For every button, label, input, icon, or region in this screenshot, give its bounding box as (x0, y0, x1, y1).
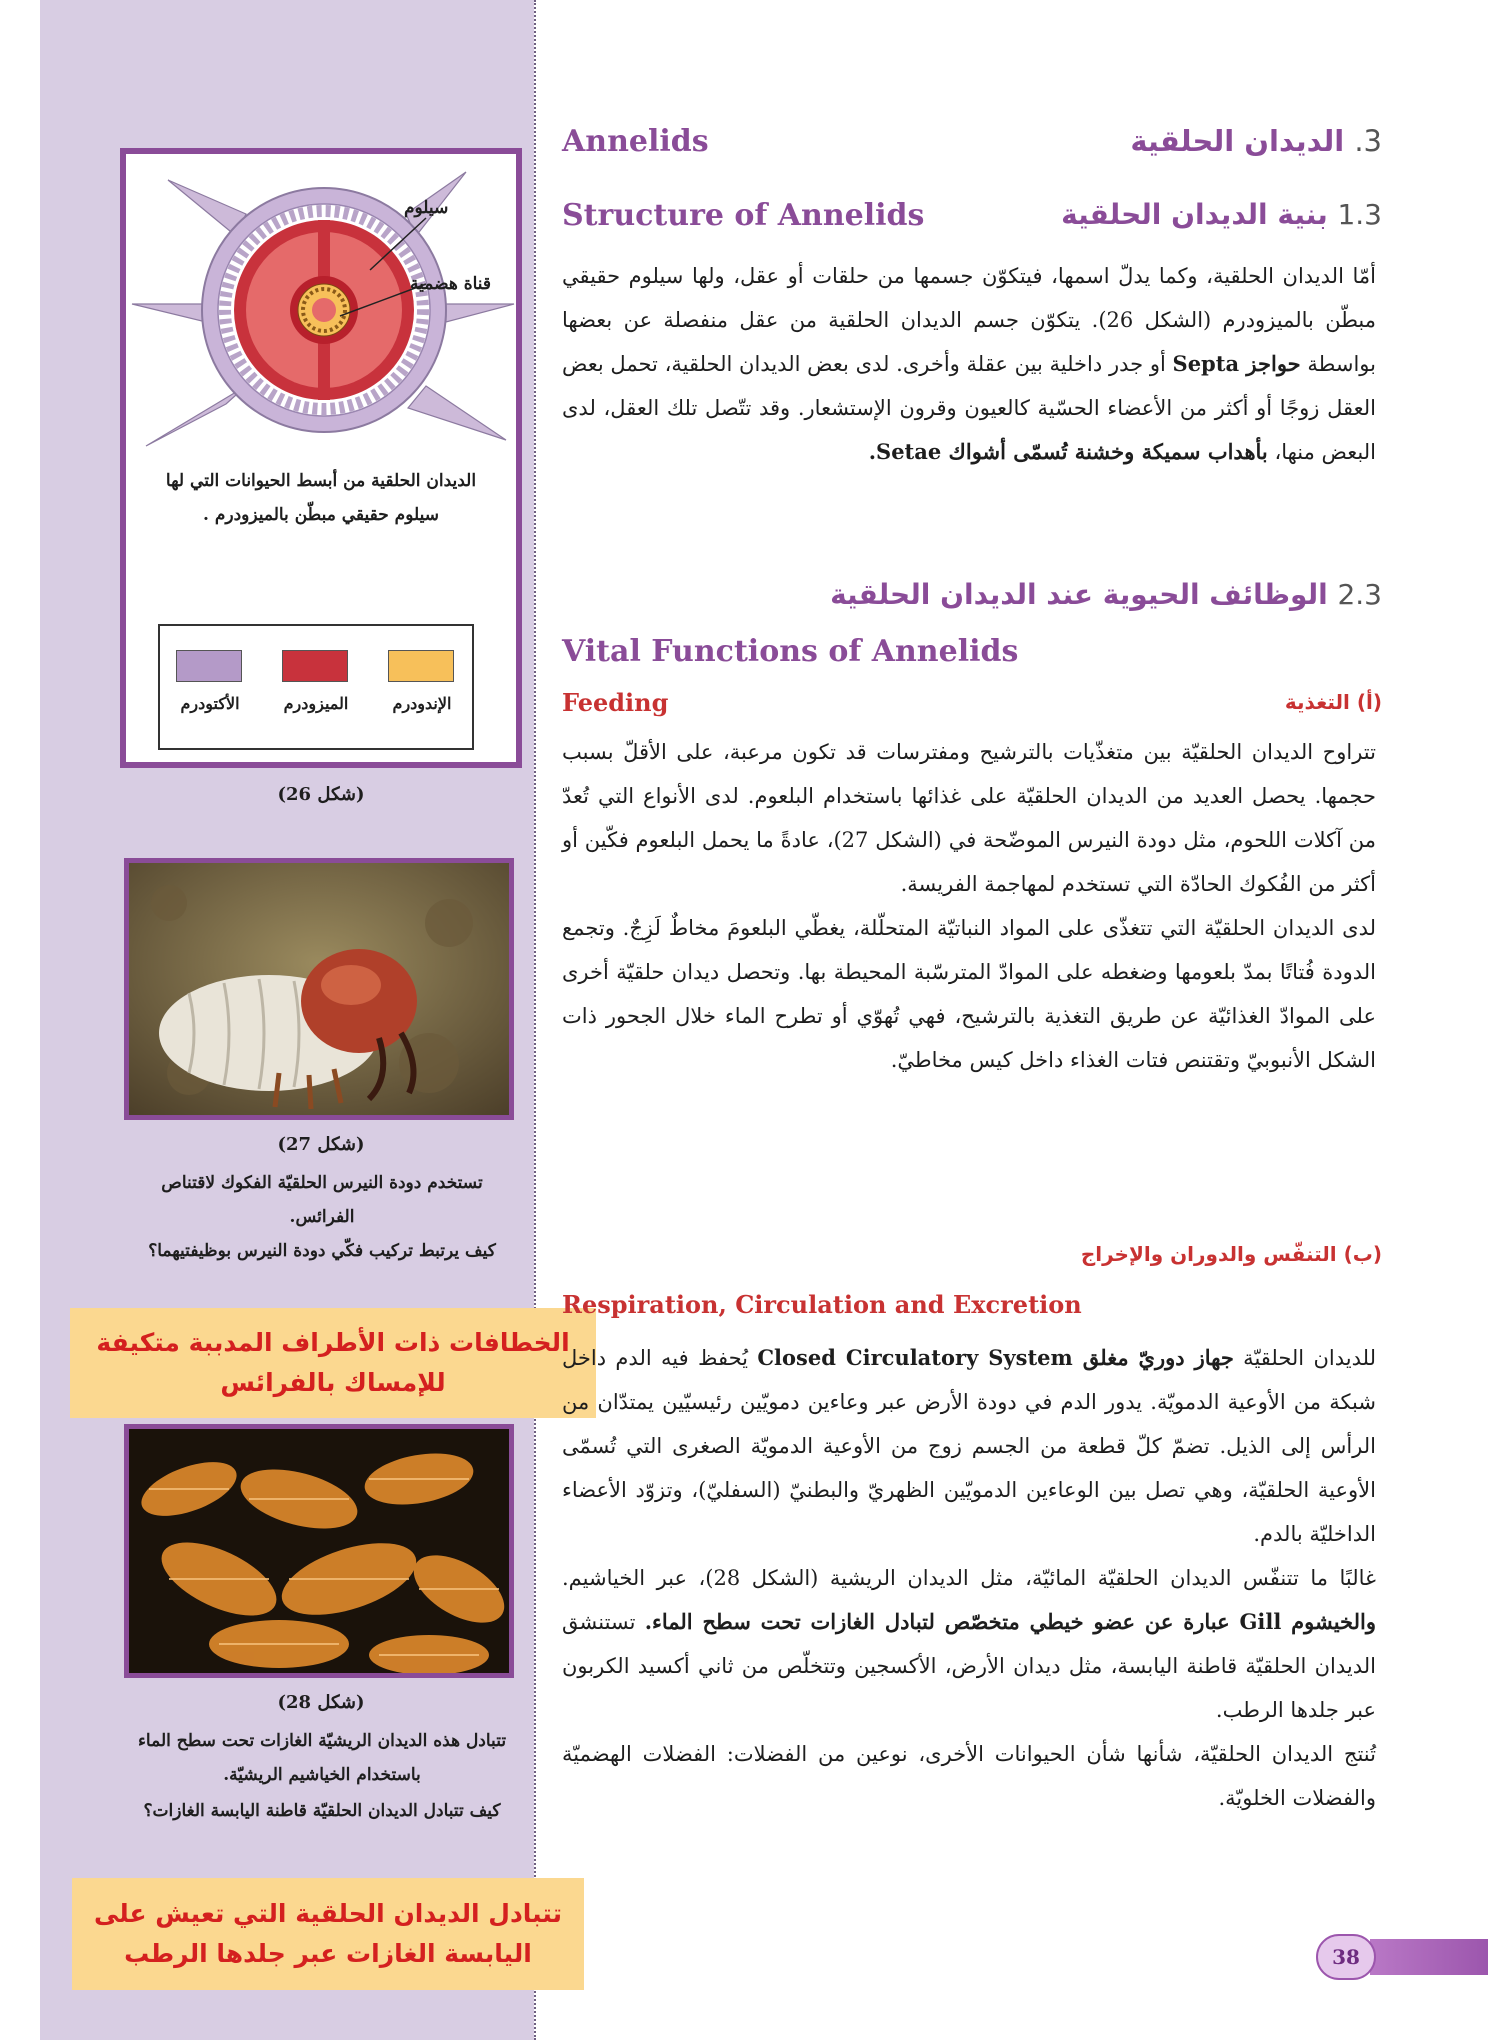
feeding-title-ar: (أ) التغذية (1284, 690, 1382, 714)
figure-28-photo (124, 1424, 514, 1678)
respiration-paragraph-3: تُنتج الديدان الحلقيّة، شأنها شأن الحيوانات الأخرى، نوعين من الفضلات: الفضلات الهضميّة والفضلات الخلويّة. (562, 1742, 1376, 1810)
respiration-text-3: غالبًا ما تتنفّس الديدان الحلقيّة المائيّة، مثل الديدان الريشية (الشكل 28)، عبر الخياشيم. (562, 1566, 1376, 1590)
section-3-1-title-ar (1061, 198, 1382, 231)
term-setae: بأهداب سميكة وخشنة تُسمّى أشواك Setae. (868, 439, 1268, 464)
paragraph-feeding (562, 730, 1376, 1082)
legend-box (158, 624, 474, 750)
section-3-number: 3. (1354, 124, 1382, 158)
feeding-paragraph-2: لدى الديدان الحلقيّة التي تتغذّى على المواد النباتيّة المتحلّلة، يغطّي البلعومَ مخاطٌ لَزِجٌ. وتجمع الدودة فُتاتًا بمدّ بلعومها وضغطه على الموادّ المترسّبة المحيطة بها. وتحصل ديدان حلقيّة أخرى على الموادّ الغذائيّة عن طريق التغذية بالترشيح، فهي تُهوّي أو تطرح الماء خلال الجحور ذات الشكل الأنبوبيّ وتقتنص فتات الغذاء داخل كيس مخاطيّ. (562, 916, 1376, 1072)
feeding-paragraph-1: تتراوح الديدان الحلقيّة بين متغذّيات بالترشيح ومفترسات قد تكون مرعبة، على الأقلّ بسبب حجمها. يحصل العديد من الديدان الحلقيّة على غذائها باستخدام البلعوم. لدى الأنواع التي تُعدّ من آكلات اللحوم، مثل دودة النيرس الموضّحة في (الشكل 27)، عادةً ما يحمل البلعوم فكّين أو أكثر من الفُكوك الحادّة التي تستخدم لمهاجمة الفريسة. (562, 740, 1376, 896)
figure-28-question: كيف تتبادل الديدان الحلقيّة قاطنة اليابسة الغازات؟ (143, 1801, 501, 1821)
annotation-note-hooks: الخطافات ذات الأطراف المدببة متكيفة للإمساك بالفرائس (70, 1308, 596, 1418)
section-3-1-number: 1.3 (1337, 198, 1382, 231)
figure-28-number: (شكل 28) (277, 1692, 365, 1713)
term-septa: حواجز Septa (1172, 351, 1301, 376)
respiration-text-1: للديدان الحلقيّة (1233, 1346, 1376, 1370)
term-closed-circulatory-system: جهاز دوريّ مغلق Closed Circulatory System (757, 1345, 1234, 1370)
annotation-note-gas-exchange: تتبادل الديدان الحلقية التي تعيش على اليابسة الغازات عبر جلدها الرطب (72, 1878, 584, 1990)
figure-26-number: (شكل 26) (277, 784, 365, 805)
section-3-title-ar-text: الديدان الحلقية (1130, 124, 1345, 158)
figure-26-caption: الديدان الحلقية من أبسط الحيوانات التي لها سيلوم حقيقي مبطّن بالميزودرم . (165, 471, 477, 525)
structure-text-1: أمّا الديدان الحلقية، وكما يدلّ اسمها، فيتكوّن جسمها من حلقات أو عقل، ولها سيلوم حقيقي مبطّن بالميزودرم (الشكل 26). يتكوّن جسم الديدان الحلقية من عقل منفصلة عن بعضها بواسطة (562, 264, 1377, 376)
figure-27-caption: تستخدم دودة النيرس الحلقيّة الفكوك لاقتناص الفرائس. (161, 1173, 483, 1227)
figure-28-caption: تتبادل هذه الديدان الريشيّة الغازات تحت سطح الماء باستخدام الخياشيم الريشيّة. (137, 1731, 507, 1785)
annelid-cross-section-diagram (126, 154, 516, 454)
gut-lumen (312, 298, 336, 322)
legend-label-mesoderm: الميزودرم (283, 694, 349, 713)
label-coelom: سيلوم (404, 198, 449, 218)
respiration-text-4: تستنشق الديدان الحلقيّة قاطنة اليابسة، مثل ديدان الأرض، الأكسجين وتتخلّص من ثاني أكسيد الكربون عبر جلدها الرطب. (562, 1610, 1376, 1722)
section-3-title-en: Annelids (562, 124, 709, 159)
label-digestive-tract: قناة هضمية (410, 274, 492, 294)
section-3-2-title-ar (830, 578, 1382, 611)
legend-swatch-ectoderm (176, 650, 242, 682)
page-number-bar (1370, 1939, 1488, 1975)
sidebar-dotted-edge (534, 0, 536, 2040)
figure-27-number: (شكل 27) (277, 1134, 365, 1155)
respiration-title-en: Respiration, Circulation and Excretion (562, 1290, 1082, 1319)
section-3-2-number: 2.3 (1337, 578, 1382, 611)
section-3-title-ar (1130, 124, 1382, 158)
legend-label-endoderm: الإندودرم (392, 694, 452, 713)
section-3-2-title-ar-text: الوظائف الحيوية عند الديدان الحلقية (830, 578, 1328, 611)
structure-text-2: أو جدر داخلية بين عقلة وأخرى. لدى بعض الديدان الحلقية، تحمل بعض العقل زوجًا أو أكثر من الأعضاء الحسّية كالعيون وقرون الإستشعار. وقد تتّصل تلك العقل، لدى البعض منها، (562, 352, 1376, 464)
legend-swatch-endoderm (388, 650, 454, 682)
paragraph-respiration (562, 1336, 1376, 1820)
paragraph-structure (562, 254, 1376, 474)
figure-26-box (120, 148, 522, 768)
section-3-1-title-ar-text: بنية الديدان الحلقية (1061, 198, 1328, 231)
feeding-title-en: Feeding (562, 688, 669, 717)
respiration-text-2: يُحفظ فيه الدم داخل شبكة من الأوعية الدمويّة. يدور الدم في دودة الأرض عبر وعاءين دمويّين رئيسيّين يمتدّان من الرأس إلى الذيل. تضمّ كلّ قطعة من الجسم زوج من الأوعية الدمويّة الصغرى التي تُسمّى الأوعية الحلقيّة، وهي تصل بين الوعاءين الدمويّين الظهريّ والبطنيّ (السفليّ)، وتزوّد الأعضاء الداخليّة بالدم. (562, 1346, 1376, 1546)
section-3-1-title-en: Structure of Annelids (562, 198, 925, 233)
term-gill: والخيشوم Gill عبارة عن عضو خيطي متخصّص لتبادل الغازات تحت سطح الماء. (644, 1609, 1376, 1634)
page-number: 38 (1316, 1934, 1376, 1980)
figure-27-question: كيف يرتبط تركيب فكّي دودة النيرس بوظيفتيهما؟ (148, 1241, 496, 1261)
section-3-2-title-en: Vital Functions of Annelids (562, 634, 1019, 669)
respiration-title-ar: (ب) التنفّس والدوران والإخراج (1080, 1242, 1382, 1266)
legend-label-ectoderm: الأكتودرم (180, 694, 240, 713)
figure-27-photo (124, 858, 514, 1120)
legend-swatch-mesoderm (282, 650, 348, 682)
